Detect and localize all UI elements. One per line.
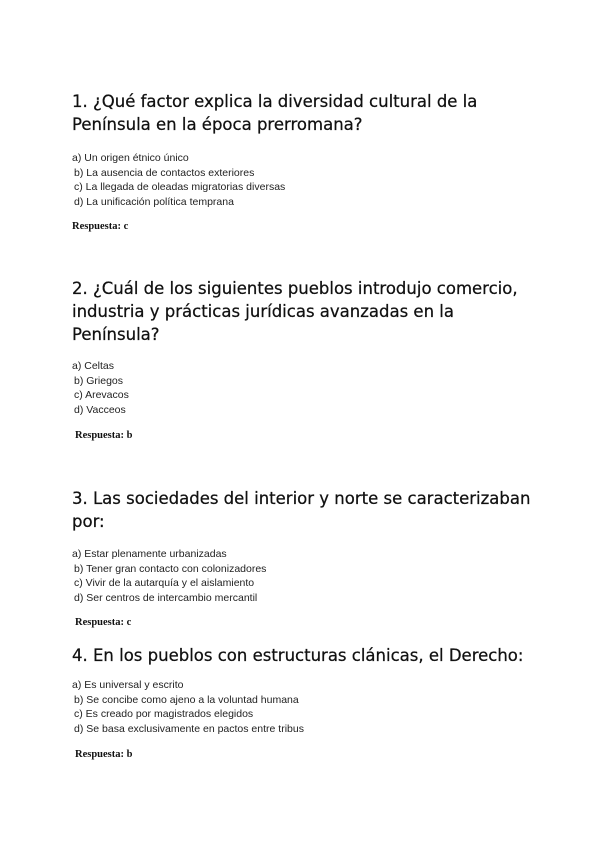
question-3 <box>72 487 542 628</box>
question-2 <box>72 277 542 441</box>
question-title-line: 1. ¿Qué factor explica la diversidad cultural de la <box>72 92 478 111</box>
options-list <box>72 678 542 736</box>
question-title-line: por: <box>72 512 105 531</box>
option-c: c) Es creado por magistrados elegidos <box>74 708 254 721</box>
answer: Respuesta: c <box>75 617 132 629</box>
answer: Respuesta: b <box>75 749 133 761</box>
question-title <box>72 277 542 346</box>
option-b: b) Tener gran contacto con colonizadores <box>74 562 267 575</box>
option-b: b) Griegos <box>74 374 124 387</box>
question-1 <box>72 90 542 232</box>
option-a: a) Estar plenamente urbanizadas <box>72 548 227 560</box>
options-list <box>72 359 542 417</box>
question-title <box>72 90 542 136</box>
option-d: d) Se basa exclusivamente en pactos entre tribus <box>74 722 304 735</box>
option-c: c) Vivir de la autarquía y el aislamiento <box>74 577 255 590</box>
option-a: a) Un origen étnico único <box>72 152 189 164</box>
answer: Respuesta: b <box>75 430 133 442</box>
option-a: a) Es universal y escrito <box>72 679 184 691</box>
question-title-line: 3. Las sociedades del interior y norte se caracterizaban <box>72 489 531 508</box>
option-c: c) Arevacos <box>74 389 129 402</box>
options-list <box>72 547 542 605</box>
question-title-line: 4. En los pueblos con estructuras clánicas, el Derecho: <box>72 646 524 665</box>
question-title-line: industria y prácticas jurídicas avanzadas en la <box>72 302 454 321</box>
question-4 <box>72 644 542 760</box>
question-title-line: Península en la época prerromana? <box>72 115 363 134</box>
question-title <box>72 487 542 533</box>
option-b: b) La ausencia de contactos exteriores <box>74 166 255 179</box>
answer: Respuesta: c <box>72 221 129 233</box>
question-title-line: 2. ¿Cuál de los siguientes pueblos introdujo comercio, <box>72 279 518 298</box>
question-title <box>72 644 542 667</box>
option-b: b) Se concibe como ajeno a la voluntad humana <box>74 693 299 706</box>
options-list <box>72 151 542 209</box>
option-c: c) La llegada de oleadas migratorias diversas <box>74 181 286 194</box>
question-title-line: Península? <box>72 325 160 344</box>
option-d: d) Vacceos <box>74 403 126 416</box>
option-a: a) Celtas <box>72 360 115 372</box>
option-d: d) Ser centros de intercambio mercantil <box>74 591 258 604</box>
option-d: d) La unificación política temprana <box>74 195 234 208</box>
